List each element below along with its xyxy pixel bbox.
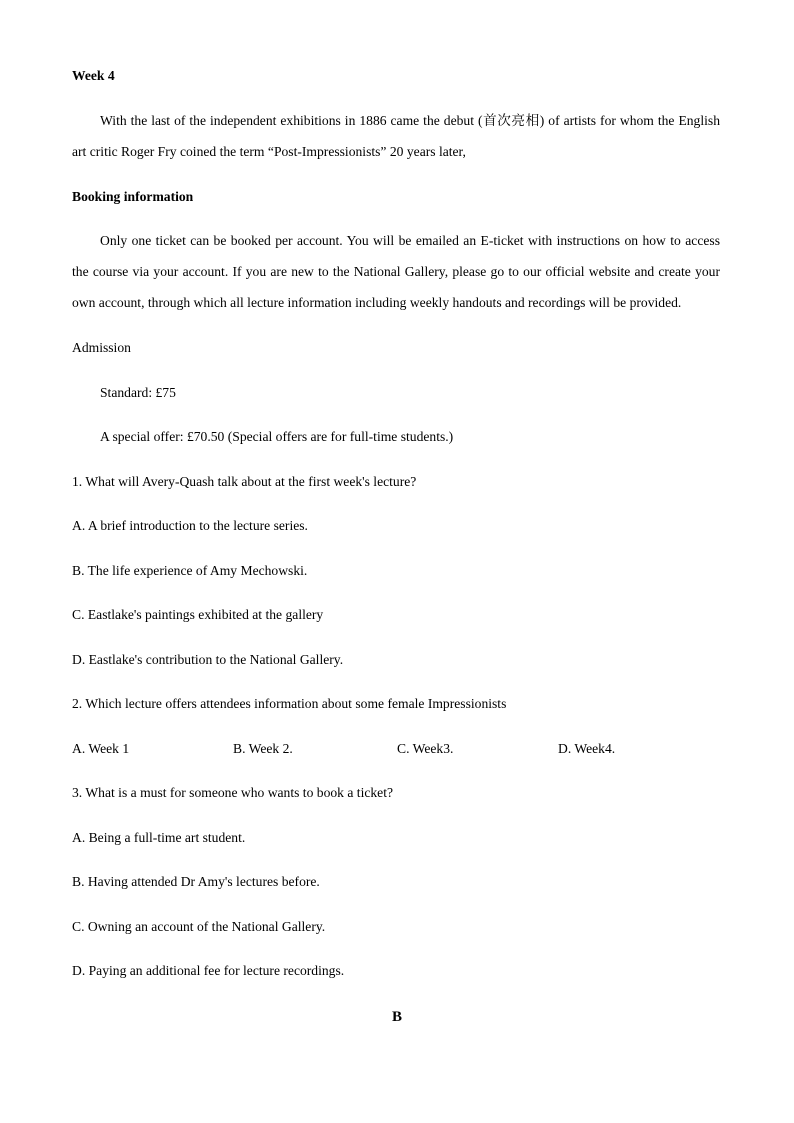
question-1-stem: 1. What will Avery-Quash talk about at the first week's lecture? <box>72 474 417 489</box>
week4-paragraph-line-2: art critic Roger Fry coined the term “Post-Impressionists” 20 years later, <box>72 144 466 159</box>
question-1-option-b: B. The life experience of Amy Mechowski. <box>72 563 308 578</box>
booking-paragraph-line-2: the course via your account. If you are new to the National Gallery, please go to our official website and create your <box>72 264 720 279</box>
admission-heading: Admission <box>72 340 131 355</box>
question-2-option-c: C. Week3. <box>397 741 454 756</box>
admission-standard-price: Standard: £75 <box>100 385 176 400</box>
admission-special-offer: A special offer: £70.50 (Special offers are for full-time students.) <box>100 429 454 444</box>
question-2-stem: 2. Which lecture offers attendees information about some female Impressionists <box>72 696 507 711</box>
question-1-option-a: A. A brief introduction to the lecture series. <box>72 518 308 533</box>
question-1-option-c: C. Eastlake's paintings exhibited at the gallery <box>72 607 324 622</box>
question-2-option-b: B. Week 2. <box>233 741 293 756</box>
question-1-option-d: D. Eastlake's contribution to the National Gallery. <box>72 652 344 667</box>
question-2-option-d: D. Week4. <box>558 741 616 756</box>
week4-heading: Week 4 <box>72 68 115 83</box>
week4-paragraph-line-1: With the last of the independent exhibitions in 1886 came the debut (首次亮相) of artists for whom the English <box>100 113 720 128</box>
question-3-option-c: C. Owning an account of the National Gallery. <box>72 919 326 934</box>
question-3-option-b: B. Having attended Dr Amy's lectures before. <box>72 874 320 889</box>
section-label: B <box>391 1009 402 1025</box>
question-3-option-d: D. Paying an additional fee for lecture recordings. <box>72 963 345 978</box>
question-2-option-a: A. Week 1 <box>72 741 130 756</box>
question-3-stem: 3. What is a must for someone who wants to book a ticket? <box>72 785 394 800</box>
booking-paragraph-line-1: Only one ticket can be booked per account. You will be emailed an E-ticket with instructions on how to access <box>100 233 720 248</box>
booking-heading: Booking information <box>72 189 194 204</box>
question-3-option-a: A. Being a full-time art student. <box>72 830 246 845</box>
booking-paragraph-line-3: own account, through which all lecture information including weekly handouts and recordings will be provided. <box>72 295 682 310</box>
